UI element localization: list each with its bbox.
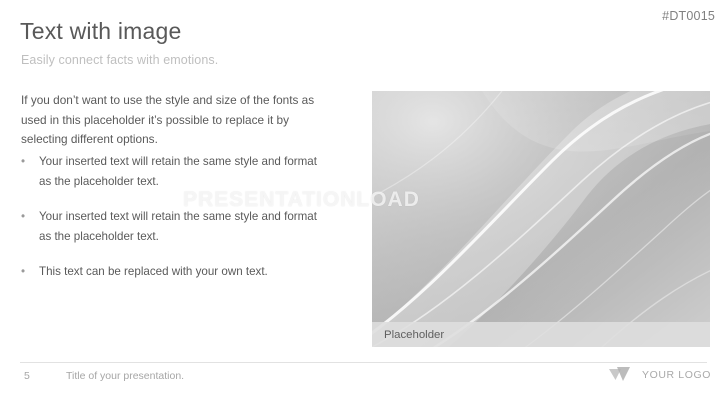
body-paragraph: If you don’t want to use the style and size of the fonts as used in this placeholder it’s possible to replace it by selecting different options. [21,93,315,146]
footer-divider [20,362,707,363]
bullet-list [21,152,341,298]
footer-title: Title of your presentation. [66,370,185,382]
list-item [21,262,329,282]
list-item-label: Your inserted text will retain the same style and format as the placeholder text. [39,210,317,243]
page-number: 5 [24,370,30,382]
logo [608,366,711,383]
image-placeholder[interactable] [372,91,710,347]
page-subtitle: Easily connect facts with emotions. [21,53,219,67]
bullet-marker-icon: • [21,155,26,168]
page-title: Text with image [20,18,182,44]
abstract-swirl-graphic [372,91,710,347]
list-item-label: This text can be replaced with your own text. [39,265,268,278]
document-code: #DT0015 [662,9,715,23]
bullet-marker-icon: • [21,210,26,223]
logo-text: YOUR LOGO [642,368,711,381]
image-caption: Placeholder [384,329,445,341]
list-item [21,152,329,191]
logo-icon [608,366,636,383]
list-item [21,207,329,246]
list-item-label: Your inserted text will retain the same style and format as the placeholder text. [39,155,317,188]
watermark-text: PRESENTATIONLOAD [183,188,420,211]
bullet-marker-icon: • [21,265,26,278]
